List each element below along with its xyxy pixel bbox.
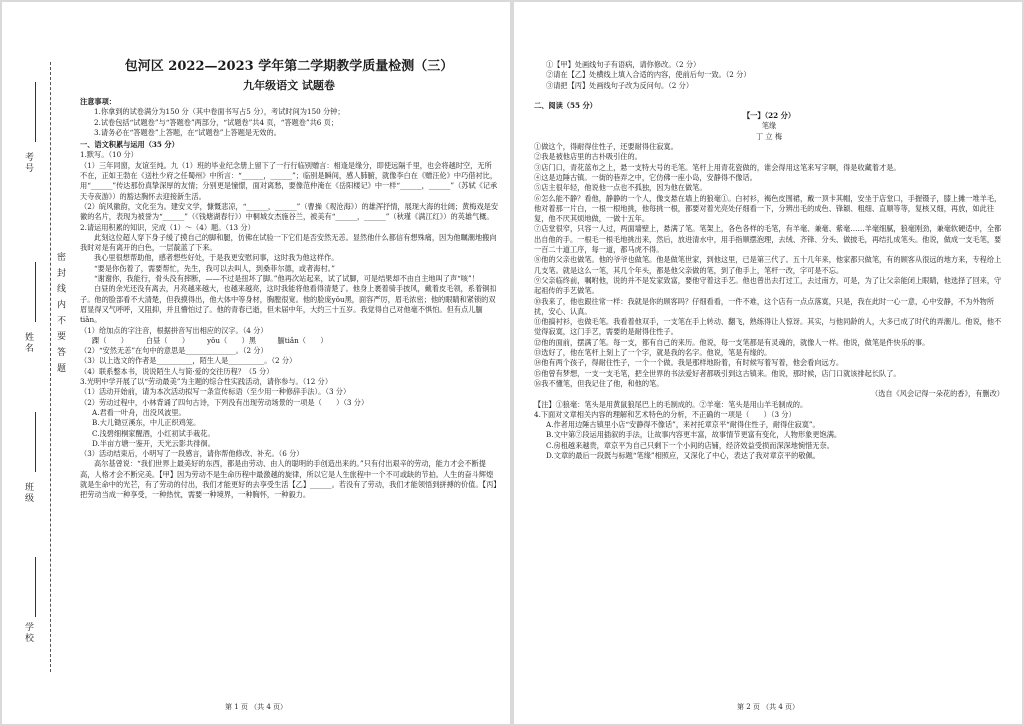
- reading-heading: 二、阅读（55 分）: [534, 100, 597, 110]
- option-item: D.文章的最后一段既与标题“笔缘”相照应，又深化了中心，表达了我对章京平的敬佩。: [546, 450, 820, 460]
- passage-paragraph: ⑥怎么能不静？看他，静静的一个人，像支悬在墙上的狼毫①。白衬衫，褐色皮围裙，戴一顶卡其帽，安坐于店堂口，手握镊子，膝上摊一堆羊毛，他对着那一片白，一根一根地挑，他每挑一根，都要对着光亮处仔细看一下，分辨出毛的成色、锋颖、粗细、直顺等等，复核又细，再放，如此往复，他不厌其烦地做，一做十五年。: [534, 193, 1002, 224]
- question-line: 踝（ ） 白昼（ ） yǒu（ ）黑 腼tiǎn（ ）: [92, 335, 328, 345]
- exam-page-2: [514, 2, 1022, 724]
- passage-paragraph: ⑫他的面前，摆满了笔。每一支，都有自己的来历。他说，每一支笔都是有灵魂的，就像人一样。他说，做笔是件快乐的事。: [534, 337, 930, 347]
- page-footer: 第 1 页 （共 4 页）: [224, 703, 288, 711]
- question-line: 白昼的余光还没有离去，月亮越来越大，也越来越亮，这时我能将他看得清楚了。他身上裹着骑手披风，戴着皮毛领，系着铜扣子。他的脸部看不大清楚，但我摸得出，他大体中等身材，胸膛很宽。他的脸庞yǒu黑，面容严厉，眉毛浓密；他的眼睛和紧锁的双眉显得又气呼呼，又阻抑，并且懵怕过了。他的青春已逝，但未届中年，大约三十五岁。我觉得自己对他毫不惧怕。但有点儿腼tiǎn。: [80, 284, 497, 325]
- question-line: 2.请运用积累的知识，完成（1）～（4）题。（13 分）: [80, 222, 255, 232]
- option-item: A.作者用边陲古镇里小店“安静得不像话”，来衬托章京平“耐得住性子，耐得住寂寞”。: [546, 420, 820, 430]
- subquestion-line: ①【甲】处画线句子有语病，请你修改。（2 分）: [546, 60, 701, 69]
- xingming-label: 姓名: [23, 332, 33, 354]
- passage-body: [534, 142, 1004, 389]
- option-item: C.房租越来越贵，章京平为自己只剩下一个小间的店铺，经济效益受损而深深地惋惜无奈。: [546, 440, 834, 450]
- passage-paragraph: ⑯我不懂笔，但我记住了他，和他的笔。: [534, 378, 664, 388]
- subquestion-line: ③请把【丙】处画线句子改为反问句。（2 分）: [546, 80, 694, 90]
- notice-item: 3.请务必在“答题卷”上答题，在“试题卷”上答题是无效的。: [94, 127, 281, 137]
- question-line: 高尔基曾说：“我们世界上最美好的东西，都是由劳动、由人的聪明的手创造出来的。”只有付出艰辛的劳动，能力才会不断提高，人格才会不断完美。【甲】因为劳动不是生命历程中最激越的旋律，所以它是人生旅程中一个不可或缺的节拍。人生的奋斗辉煌就是生命中的光芒，有了劳动的付出，我们才能更好的去享受生活【乙】______。若没有了劳动，我们才能领悟到拼搏的价值。【丙】把劳动当成一种享受，一种热忱，需要一种境界，一种胸怀，一种毅力。: [80, 459, 497, 500]
- passage-paragraph: ⑧他的父亲也做笔。他的爷爷也做笔。他是做笔世家，到他这里，已是第三代了。五十几年来，他家都只做笔，有的顾客从很远的地方来，专程给上几支笔。就是这么一笔，其几个年头，都是他父亲做的笔，到了他手上，笔杆一改，字可是不忘。: [534, 255, 1002, 275]
- binding-margin: [2, 2, 72, 724]
- page1-content: [80, 58, 498, 501]
- xuexiao-label: 学校: [23, 622, 33, 644]
- question-line: （4）联系整本书，说说陌生人与简·爱的交往历程？（5 分）: [80, 366, 274, 376]
- notice-item: 2.试卷包括“试题卷”与“答题卷”两部分，“试题卷”共4 页，“答题卷”共6 页；: [94, 117, 339, 127]
- passage-paragraph: ⑤店主很年轻，他说他一点也不孤独，因为他在做笔。: [534, 183, 707, 193]
- question-line: B.大儿锄豆溪东，中儿正织鸡笼。: [92, 418, 201, 428]
- page-footer: 第 2 页 （共 4 页）: [736, 703, 800, 711]
- passage-author: 丁 立 梅: [755, 131, 783, 141]
- notice-list: [94, 107, 498, 138]
- banji-blank: [35, 412, 37, 472]
- question-line: （1）三年同窗，友谊至纯。九（1）班的毕业纪念册上留下了一行行临别赠言：相逢是缘分，即使远隔千里，也会将越时空，无所不在，正如王勃在《送杜少府之任蜀州》中所言：“______，______”；临别是瞬间，感人肺腑，就像李白在《赠汪伦》中巧借衬比，用“______”传达那份真挚深厚的友情；分别更是憧憬，面对离愁，要像范仲淹在《岳阳楼记》中一样“______，______”（苏轼《记承天寺夜游》）的豁达胸怀去迎接新生活。: [80, 160, 498, 201]
- passage-paragraph: ④这是边陲古镇。一街的巷弄之中，它仿佛一座小岛，安静得不像话。: [534, 172, 757, 182]
- passage-paragraph: ⑨父亲临终前，嘱咐他，说的并不是发家致富，要他守着这手艺。他也曾出去打过工，去过南方，可是，为了让父亲能闭上眼睛，他选择了回来，守起祖传的手艺做笔。: [534, 275, 1002, 296]
- question-line: （1）给加点的字注音，根据拼音写出相应的汉字。（4 分）: [80, 325, 268, 335]
- question-line: （2）皖风徽韵，文化至为。建安文学，慷慨悲凉，“______，______”（曹操《观沧海》）的雄浑抒情，展现大海的壮阔；黄梅戏是安徽的名片，表现为被誉为“______”（《钱塘湖春行》）中桐城女杰施谷兰，被美有“______，______”（秋瑾《满江红》）的英雄气概。: [80, 201, 499, 222]
- question-line: 我心里很想帮助他，感者想些好处，于是我更安慰问事，这时我为他这样作。: [94, 253, 339, 263]
- exam-page-1: [2, 2, 510, 724]
- exam-subtitle: 九年级语文 试题卷: [243, 79, 335, 92]
- question-line: （3）以上选文的作者是__________，陌生人是__________。（2 分）: [80, 356, 297, 366]
- question-4: 4.下面对文章相关内容的理解和艺术特色的分析，不正确的一项是（ ）（3 分）: [534, 409, 796, 419]
- question-line: “谢谢你，我能行，骨头没有摔断，——不过是扭坏了脚。”他再次站起来，试了试脚，可是结果却不由自主地叫了声“咳”！: [94, 274, 479, 284]
- question-line: 1.默写。（10 分）: [80, 150, 138, 160]
- subquestions-top: [534, 60, 1004, 91]
- passage-paragraph: ⑦店堂很窄，只容一人过，两面墙壁上，悬满了笔。笔架上，各色各样的毛笔，有羊毫、兼毫、紫毫……羊毫细腻，狼毫刚劲，兼毫软硬适中，全都出自他的手。一根毛一根毛地挑出来，然后，放进清水中，用手指顺摆泡理，去绒、齐锋、分头、做披毛，再结扎成笔头。他说，做成一支毛笔，要一百二十道工序，每一道，都马虎不得。: [534, 224, 1002, 255]
- question-line: D.半亩方塘一鉴开，天光云影共徘徊。: [92, 438, 215, 448]
- kaohao-label: 考号: [23, 152, 33, 174]
- xingming-blank: [35, 262, 37, 322]
- option-item: B.文中第⑦段运用插叙的手法，让故事内容更丰富，故事情节更富有变化，人物形象更饱满。: [546, 430, 842, 440]
- passage-source: （选自《风会记得一朵花的香》，有删改）: [871, 389, 1004, 399]
- question-line: （2）“安然无恙”在句中的意思是______________。（2 分）: [80, 346, 268, 356]
- question-line: 此刻这位超人穿下身子缓了摸自己的脚和腿，仿佛在试验一下它们是否安然无恙。显然他什么都信有想殊痛，因为他瞩潮地搬向我时对是有离开的白色，一层靛蓝了下来。: [80, 232, 497, 253]
- notice-item: 1.你拿到的试卷满分为150 分（其中卷面书写占5 分），考试时间为150 分钟；: [94, 107, 345, 117]
- passage-paragraph: ⑪他搞衬衫，也做毛笔。我看着他双手，一支笔在手上转动、翻飞，熟练得让人惊讶。其实，与他同龄的人，大多已成了时代的弄潮儿。他说，他不觉得寂寞，这门手艺，需要的是耐得住性子。: [534, 317, 1002, 337]
- passage-title: 笔缘: [761, 121, 777, 131]
- question-line: （1）活动开始前，请为本次活动拟写一条宣传标语（至少用一种修辞手法）。（3 分）: [80, 387, 351, 397]
- xuexiao-blank: [35, 557, 37, 617]
- passage-paragraph: ⑭他有两个孩子，得耐住性子，一个一个做。我是那样地盼着，有时候写着写着，他会看向远方。: [534, 358, 844, 368]
- passage-paragraph: ①做这个，得耐得住性子，还要耐得住寂寞。: [534, 142, 678, 152]
- passage-paragraph: ②我是被他店里的古朴吸引住的。: [534, 152, 642, 162]
- question-body: [80, 140, 498, 500]
- question-line: 一、语文积累与运用（35 分）: [80, 140, 179, 150]
- passage-heading: 【一】（22 分）: [742, 111, 796, 121]
- seal-text: 密 封 线 内 不 要 答 题: [55, 252, 65, 375]
- question-line: 3.光明中学开展了以“劳动最美”为主题的综合性实践活动，请你参与。（12 分）: [80, 377, 333, 387]
- seal-line: [50, 62, 51, 672]
- question-line: （3）活动结束后，小明写了一段感言，请你帮他修改、补充。（6 分）: [80, 449, 304, 459]
- question-line: “要是你伤着了，需要帮忙，先生，我可以去叫人，到桑菲尔德，或者海村。”: [94, 263, 335, 273]
- passage-paragraph: ⑬选好了，他在笔杆上刻上了一个字，就是我的名字。他说，笔是有缘的。: [534, 348, 772, 358]
- exam-title: 包河区 2022—2023 学年第二学期教学质量检测（三）: [124, 59, 454, 74]
- question-line: A.君看一叶舟，出没风波里。: [92, 407, 186, 417]
- question-line: （2）劳动过程中，小林背诵了四句古诗，下列没有出现劳动场景的一项是（ ）（3 分）: [80, 397, 369, 407]
- banji-label: 班级: [23, 482, 33, 504]
- notice-heading: 注意事项：: [80, 97, 116, 106]
- passage-paragraph: ⑮他曾有梦想，一支一支毛笔，把全世界的书法爱好者都吸引到这古镇来。他说，那时候，店门口就该排起长队了。: [534, 368, 901, 378]
- passage-paragraph: ③店门口，青花蓝布之上，悬一支特大号的毛笔。笔杆上用青花瓷做的，谁会得用这笔来写字啊，得是收藏着才是。: [534, 162, 901, 172]
- subquestion-line: ②请在【乙】处横线上填入合适的内容，使前后句一致。（2 分）: [546, 70, 751, 80]
- kaohao-blank: [35, 82, 37, 142]
- question-4-options: [534, 420, 1004, 461]
- question-line: C.浅碧细桐家醒酒，小红初试手栽花。: [92, 428, 215, 438]
- passage-paragraph: ⑩我来了，他也跟往常一样：我就是你的顾客吗？仔细看看，一件不难，这个店有一点点落寞，只是，我在此时一心一意，心中安静，不为外物所扰，安心、认真。: [534, 296, 995, 316]
- passage-note: 【注】①狼毫：笔头是用黄鼠狼尾巴上的毛制成的。②羊毫：笔头是用山羊毛制成的。: [534, 399, 808, 409]
- page2-content: [534, 60, 1004, 461]
